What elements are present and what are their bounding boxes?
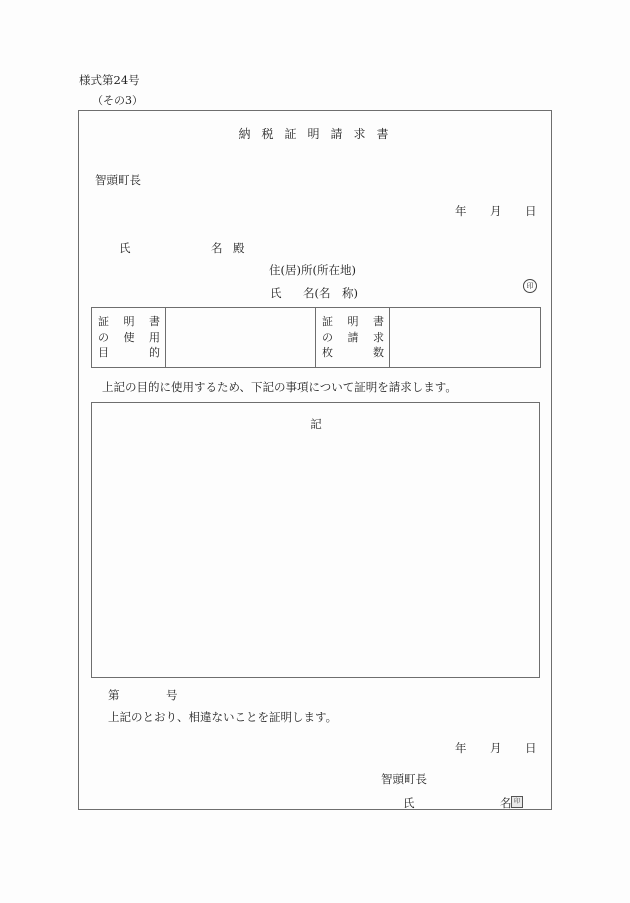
cert-date-month-label: 月 bbox=[490, 741, 502, 755]
purpose-label-char: 的 bbox=[149, 346, 160, 360]
count-label-char: の bbox=[322, 330, 333, 344]
recipient-name-label-given: 名 bbox=[211, 241, 223, 255]
count-label-char: 明 bbox=[347, 315, 359, 329]
recipient-honorific: 殿 bbox=[233, 241, 245, 255]
count-label-char: 証 bbox=[322, 315, 333, 329]
count-value-field[interactable] bbox=[390, 308, 541, 368]
document-title: 納税証明請求書 bbox=[238, 127, 400, 141]
purpose-label-char: 明 bbox=[123, 315, 135, 329]
official-seal-icon: 印 bbox=[511, 796, 523, 808]
purpose-label-char: 使 bbox=[123, 330, 135, 344]
issuer-name-label-a: 氏 bbox=[403, 796, 415, 810]
count-label-cell bbox=[316, 308, 390, 368]
date-day-label: 日 bbox=[525, 204, 537, 218]
purpose-label-char: の bbox=[98, 330, 109, 344]
purpose-label-char: 書 bbox=[149, 315, 160, 329]
applicant-address-label: 住(居)所(所在地) bbox=[269, 263, 356, 277]
form-number: 様式第24号 bbox=[79, 73, 140, 87]
applicant-name-label-b: 名(名 称) bbox=[303, 286, 358, 300]
purpose-label-cell bbox=[92, 308, 166, 368]
certificate-number-suffix: 号 bbox=[166, 688, 178, 702]
date-year-label: 年 bbox=[455, 204, 467, 218]
count-label-char: 書 bbox=[373, 315, 384, 329]
issuer-name-label-b: 名 bbox=[500, 796, 512, 810]
cert-date-day-label: 日 bbox=[525, 741, 537, 755]
certification-statement: 上記のとおり、相違ないことを証明します。 bbox=[108, 710, 338, 724]
addressee: 智頭町長 bbox=[95, 173, 141, 187]
purpose-label-char: 用 bbox=[149, 330, 160, 344]
purpose-label-char: 証 bbox=[98, 315, 109, 329]
cert-date-year-label: 年 bbox=[455, 741, 467, 755]
date-month-label: 月 bbox=[490, 204, 502, 218]
count-label-char: 枚 bbox=[322, 346, 333, 360]
applicant-name-label-a: 氏 bbox=[270, 286, 282, 300]
certificate-number-prefix: 第 bbox=[108, 688, 120, 702]
applicant-seal-icon: 印 bbox=[523, 279, 537, 293]
recipient-name-label-family: 氏 bbox=[119, 241, 131, 255]
request-statement: 上記の目的に使用するため、下記の事項について証明を請求します。 bbox=[102, 380, 457, 394]
details-heading: 記 bbox=[310, 417, 322, 431]
details-box[interactable] bbox=[91, 402, 540, 678]
purpose-label-char: 目 bbox=[98, 346, 109, 360]
count-label-char: 数 bbox=[373, 346, 384, 360]
purpose-value-field[interactable] bbox=[166, 308, 316, 368]
issuer-title: 智頭町長 bbox=[381, 772, 427, 786]
count-label-char: 請 bbox=[347, 330, 359, 344]
form-subtitle: （その3） bbox=[92, 94, 143, 107]
count-label-char: 求 bbox=[373, 330, 384, 344]
info-table bbox=[91, 307, 541, 368]
